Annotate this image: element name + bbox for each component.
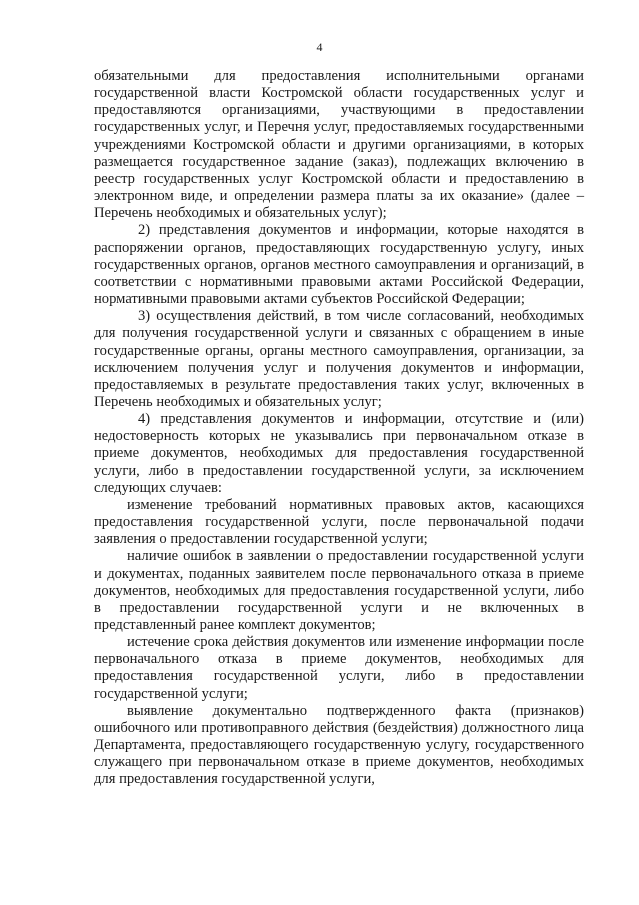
paragraph-item-2: 2) представления документов и информации, которые находятся в распоряжении органов, предоставляющих государственную услугу, иных государственных органов, органов местного самоуправления и организаций, в соответствии с нормативными правовыми актами Российской Федерации, нормативными правовыми актами субъектов Российской Федерации;	[94, 222, 584, 308]
paragraph-exception-1: изменение требований нормативных правовых актов, касающихся предоставления государственной услуги, после первоначальной подачи заявления о предоставлении государственной услуги;	[94, 496, 584, 548]
paragraph-continuation: обязательными для предоставления исполнительными органами государственной власти Костромской области государственных услуг и предоставляются организациями, участвующими в предоставлении государственных услуг, и Перечня услуг, предоставляемых государственными учреждениями Костромской области и другими организациями, в которых размещается государственное задание (заказ), подлежащих включению в реестр государственных услуг Костромской области и предоставлению в электронном виде, и определении размера платы за их оказание» (далее – Перечень необходимых и обязательных услуг);	[94, 68, 584, 222]
paragraph-exception-2: наличие ошибок в заявлении о предоставлении государственной услуги и документах, поданных заявителем после первоначального отказа в приеме документов, необходимых для предоставления государственной услуги, либо в предоставлении государственной услуги и не включенных в представленный ранее комплект документов;	[94, 548, 584, 633]
document-body	[94, 68, 584, 789]
paragraph-item-4: 4) представления документов и информации, отсутствие и (или) недостоверность которых не указывались при первоначальном отказе в приеме документов, необходимых для предоставления государственной услуги, либо в предоставлении государственной услуги, за исключением следующих случаев:	[94, 411, 584, 496]
paragraph-exception-4: выявление документально подтвержденного факта (признаков) ошибочного или противоправного действия (бездействия) должностного лица Департамента, предоставляющего государственную услугу, государственного служащего при первоначальном отказе в приеме документов, необходимых для предоставления государственной услуги,	[94, 702, 584, 788]
paragraph-exception-3: истечение срока действия документов или изменение информации после первоначального отказа в приеме документов, необходимых для предоставления государственной услуги, либо в предоставлении государственной услуги;	[94, 634, 584, 702]
page-number: 4	[316, 40, 323, 54]
paragraph-item-3: 3) осуществления действий, в том числе согласований, необходимых для получения государственной услуги и связанных с обращением в иные государственные органы, органы местного самоуправления, организации, за исключением получения услуг и получения документов и информации, предоставляемых в результате предоставления таких услуг, включенных в Перечень необходимых и обязательных услуг;	[94, 308, 584, 410]
